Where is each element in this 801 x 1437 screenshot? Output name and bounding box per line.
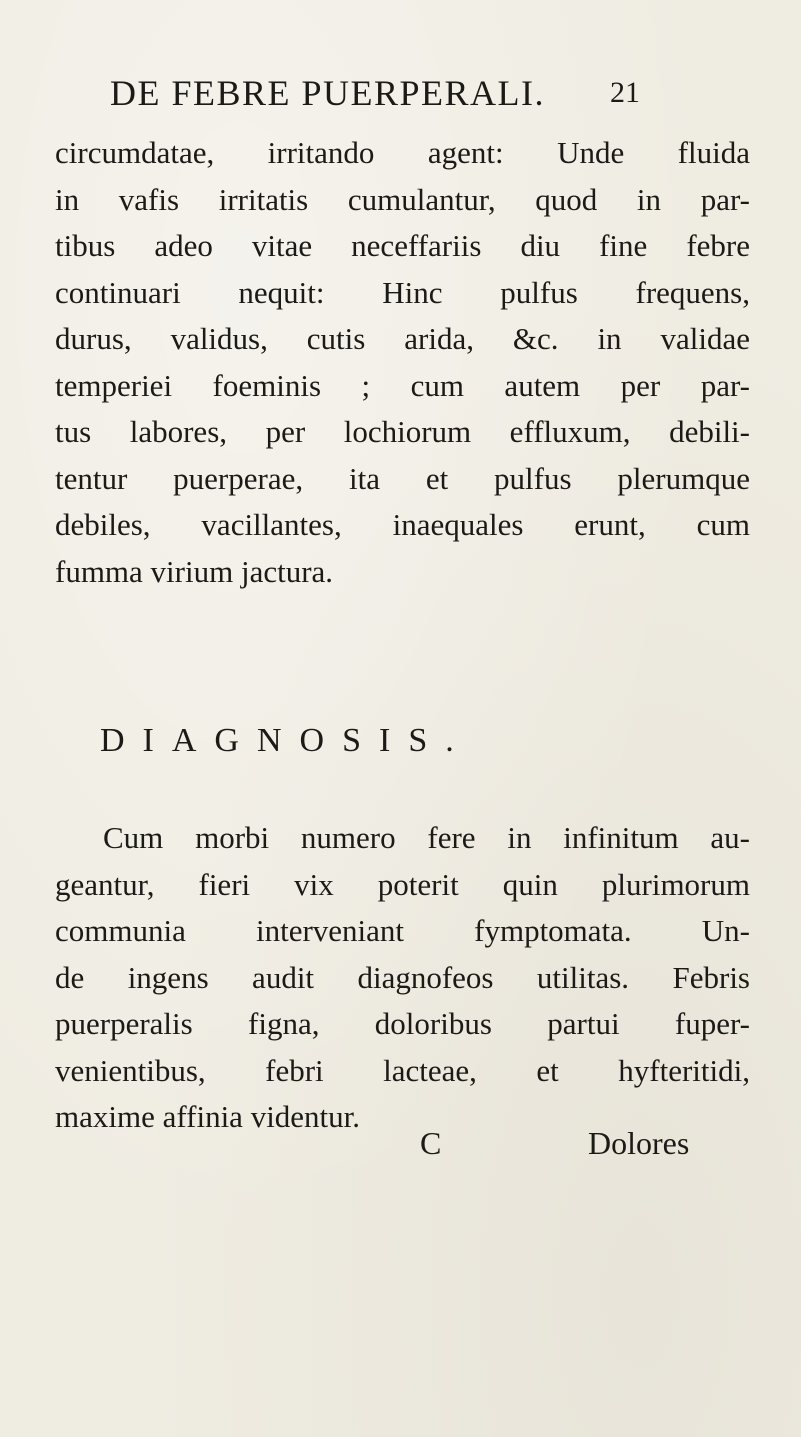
- text-line: venientibus, febri lacteae, et hyfteritidi,: [55, 1052, 750, 1088]
- text-line: circumdatae, irritando agent: Unde fluida: [55, 135, 750, 170]
- text-line: debiles, vacillantes, inaequales erunt, cum: [55, 507, 750, 542]
- text-line: puerperalis figna, doloribus partui fuper-: [55, 1006, 750, 1041]
- section-heading: DIAGNOSIS.: [100, 722, 472, 759]
- text-line: de ingens audit diagnofeos utilitas. Febris: [55, 959, 750, 995]
- page-number: 21: [610, 76, 640, 109]
- text-line: temperiei foeminis ; cum autem per par-: [55, 367, 750, 403]
- text-line: tentur puerperae, ita et pulfus plerumque: [55, 460, 750, 496]
- text-line: in vafis irritatis cumulantur, quod in par-: [55, 181, 750, 217]
- text-line: continuari nequit: Hinc pulfus frequens,: [55, 274, 750, 310]
- text-line: durus, validus, cutis arida, &c. in validae: [55, 321, 750, 356]
- text-line: fumma virium jactura.: [55, 553, 334, 589]
- text-line: tus labores, per lochiorum effluxum, debili-: [55, 414, 750, 449]
- signature-mark: C: [420, 1125, 442, 1161]
- catchword: Dolores: [588, 1125, 690, 1161]
- text-line: Cum morbi numero fere in infinitum au-: [103, 820, 750, 855]
- text-line: geantur, fieri vix poterit quin plurimorum: [55, 866, 750, 902]
- text-line: maxime affinia videntur.: [55, 1099, 361, 1134]
- paragraph-fever-pulse: [55, 130, 750, 595]
- text-line: tibus adeo vitae neceffariis diu fine febre: [55, 228, 750, 263]
- text-line: communia interveniant fymptomata. Un-: [55, 913, 750, 948]
- running-title: DE FEBRE PUERPERALI.: [110, 73, 546, 113]
- paragraph-diagnosis: [55, 815, 750, 1141]
